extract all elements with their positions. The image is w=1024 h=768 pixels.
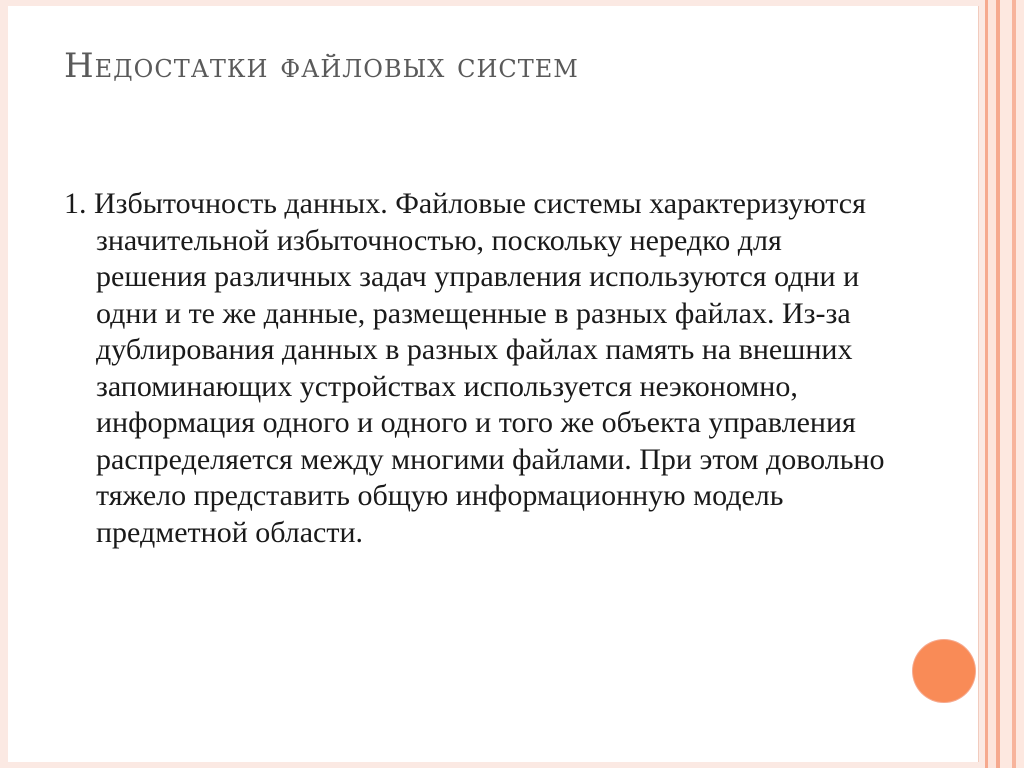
slide-title: Недостатки файловых систем xyxy=(64,46,579,86)
decor-stripe xyxy=(988,0,996,768)
decor-stripe xyxy=(1000,0,1012,768)
body-paragraph: 1. Избыточность данных. Файловые системы характеризуются значительной избыточностью, поскольку нередко для решения различных задач управления используются одни и одни и те же данные, размещенные в разных файлах. Из-за дублирования данных в разных файлах память на внешних запоминающих устройствах используется неэкономно, информация одного и одного и того же объекта управления распределяется между многими файлами. При этом довольно тяжело представить общую информационную модель предметной области. xyxy=(64,187,885,549)
slide-body xyxy=(64,186,894,551)
decor-stripe xyxy=(1016,0,1024,768)
decor-circle xyxy=(913,640,975,702)
